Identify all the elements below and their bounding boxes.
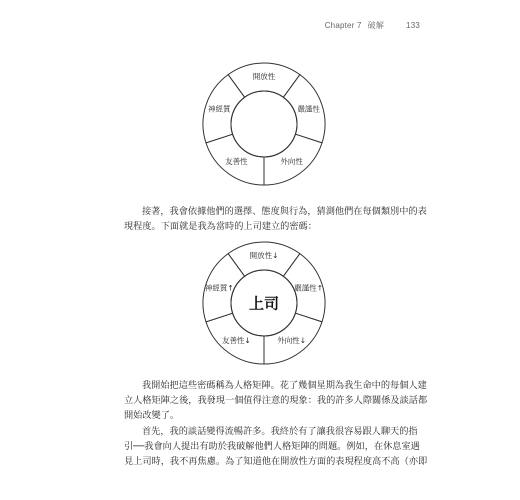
text-line: 我開始把這些密碼稱為人格矩陣。花了幾個星期為我生命中的每個人建	[142, 380, 427, 391]
wheel-segment-label: 開放性↓	[249, 251, 279, 260]
wheel-segment-label: 外向性	[280, 157, 303, 167]
wheel-segment-label: 開放性	[252, 72, 276, 81]
chapter-title: 破解	[367, 21, 385, 30]
wheel-center-label: 上司	[248, 294, 280, 313]
wheel-segment-label: 友善性↓	[221, 336, 251, 346]
text-line: 現程度。下面就是我為當時的上司建立的密碼：	[124, 221, 317, 232]
text-line: 接著，我會依據他們的選擇、態度與行為，猜測他們在每個類別中的表	[142, 206, 427, 217]
paragraph-matrix	[124, 378, 436, 423]
wheel-segment-label: 嚴謹性↑	[294, 283, 324, 293]
wheel-segment-label: 嚴謹性	[297, 104, 320, 114]
personality-wheel-boss	[203, 242, 325, 364]
paragraph-first	[124, 424, 436, 469]
text-line: 立人格矩陣之後，我發現一個值得注意的現象：我的許多人際關係及談話都	[124, 395, 428, 406]
text-line: 開始改變了。	[124, 410, 180, 421]
wheel-inner-circle	[231, 91, 297, 157]
text-line: 首先，我的談話變得流暢許多。我終於有了讓我很容易跟人聊天的指	[142, 426, 418, 437]
wheel-segment-label: 神經質↑	[204, 283, 234, 293]
wheel-segment-label: 神經質	[208, 104, 231, 114]
text-line: 見上司時，我不再焦慮。為了知道他在開放性方面的表現程度高不高（亦即	[124, 456, 428, 467]
wheel-segment-label: 外向性↓	[277, 336, 307, 346]
paragraph-intro	[124, 204, 436, 234]
wheel-segment-label: 友善性	[225, 157, 248, 167]
text-line: 引──我會向人提出有助於我破解他們人格矩陣的問題。例如，在休息室遇	[124, 441, 420, 452]
page-number: 133	[406, 21, 420, 30]
chapter-label: Chapter 7	[324, 21, 362, 30]
personality-wheel-top	[203, 63, 325, 185]
